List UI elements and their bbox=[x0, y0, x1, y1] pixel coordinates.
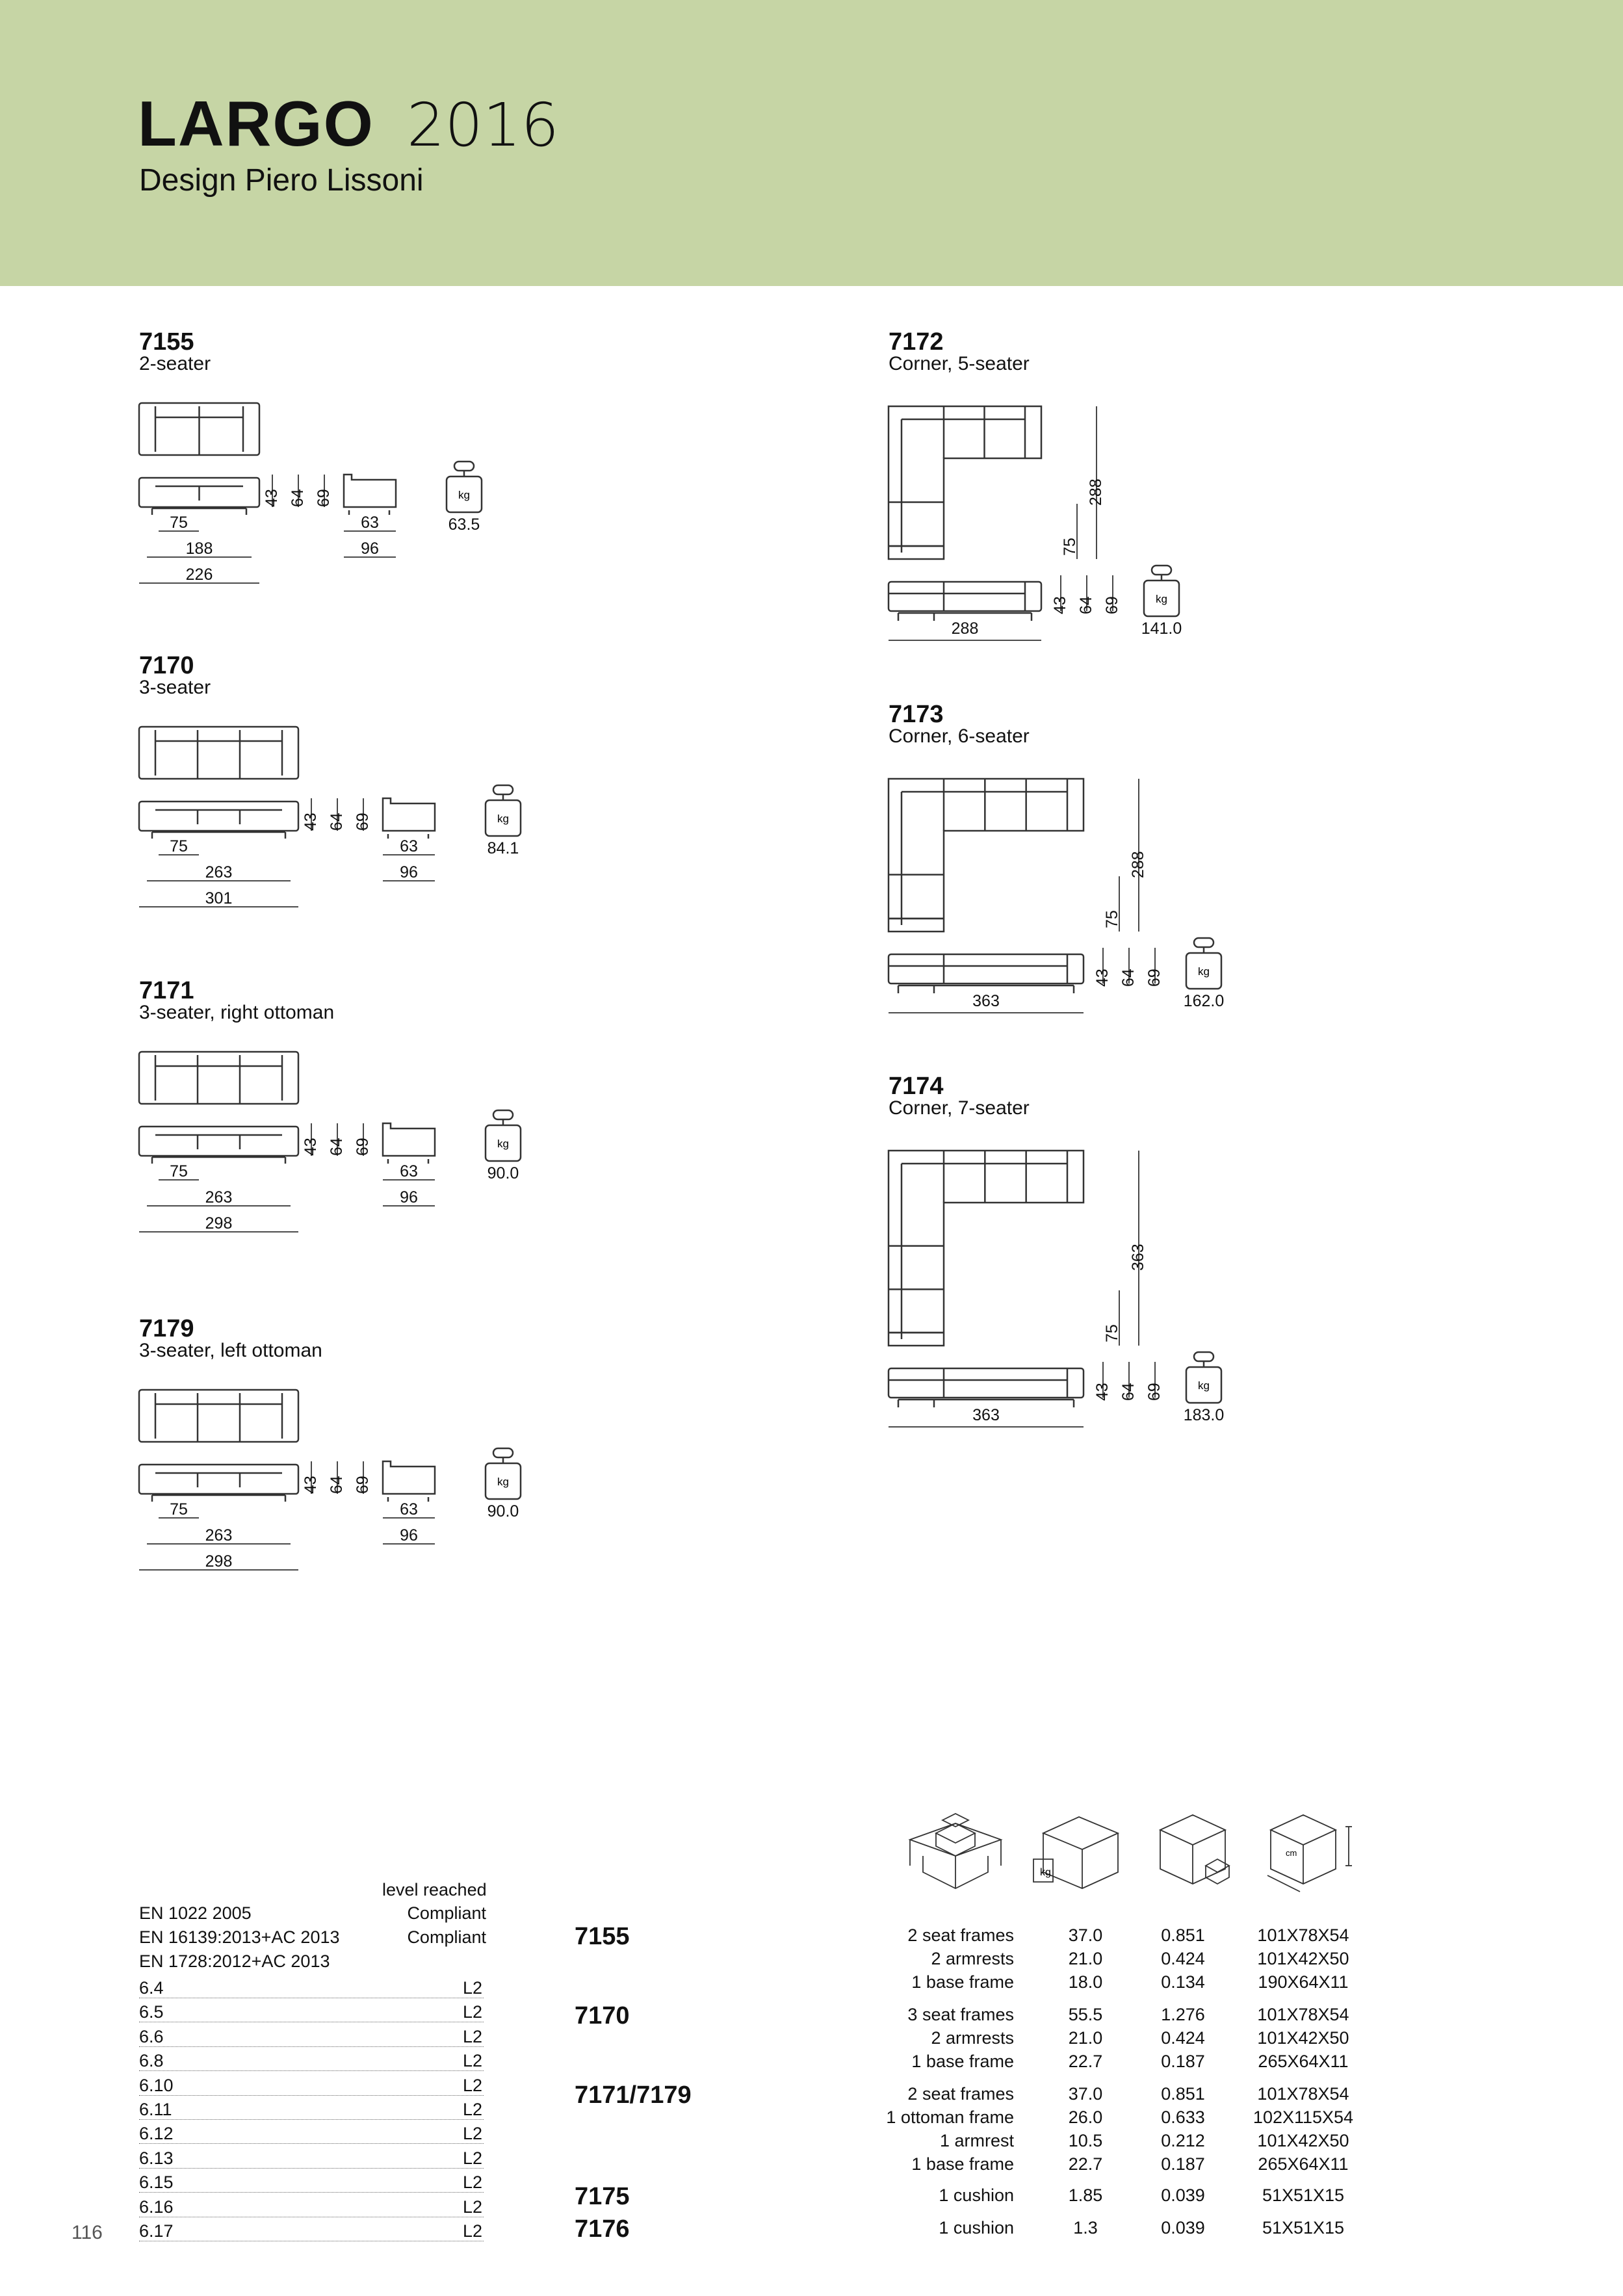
packaging-item: 2 seat frames bbox=[907, 1925, 1014, 1945]
test-level: L2 bbox=[462, 2026, 482, 2046]
packaging-item: 1 armrest bbox=[939, 2131, 1014, 2150]
weight-value: 90.0 bbox=[487, 1502, 519, 1520]
seat-width-dimension: 263 bbox=[205, 1526, 233, 1545]
side-seat-dimension: 63 bbox=[400, 1500, 418, 1519]
standard-name: EN 1022 2005 bbox=[139, 1903, 252, 1923]
packaging-product-code: 7171/7179 bbox=[575, 2081, 692, 2109]
weight-icon bbox=[1139, 562, 1184, 621]
packaging-size: 190X64X11 bbox=[1258, 1972, 1349, 1992]
weight-icon bbox=[1181, 935, 1227, 993]
svg-text:kg: kg bbox=[1198, 965, 1210, 978]
packaging-weight: 10.5 bbox=[1068, 2131, 1103, 2150]
seat-height-dimension: 43 bbox=[302, 1476, 320, 1494]
standard-name: EN 1728:2012+AC 2013 bbox=[139, 1951, 330, 1971]
width-dimension: 288 bbox=[951, 620, 979, 638]
side-view bbox=[383, 1123, 435, 1164]
header-band bbox=[0, 0, 1623, 286]
plan-view bbox=[889, 406, 1041, 559]
side-seat-dimension: 63 bbox=[400, 837, 418, 855]
seat-width-dimension: 188 bbox=[185, 540, 213, 558]
front-view bbox=[139, 1465, 298, 1502]
weight-icon bbox=[1181, 1349, 1227, 1407]
test-name: 6.12 bbox=[139, 2124, 174, 2144]
back-height-dimension: 69 bbox=[1145, 1383, 1163, 1401]
product-description: Corner, 7-seater bbox=[889, 1097, 1030, 1119]
packaging-item: 1 cushion bbox=[939, 2218, 1014, 2237]
standard-value: Compliant bbox=[407, 1927, 486, 1947]
plan-view bbox=[139, 727, 298, 779]
packaging-volume: 0.633 bbox=[1161, 2107, 1205, 2127]
product-description: 3-seater, left ottoman bbox=[139, 1340, 322, 1361]
product-code: 7170 bbox=[139, 652, 194, 679]
packaging-volume: 0.851 bbox=[1161, 1925, 1205, 1945]
plan-view bbox=[139, 403, 259, 455]
product-drawing bbox=[889, 406, 1279, 699]
test-level: L2 bbox=[462, 2124, 482, 2144]
weight-icon bbox=[480, 1445, 526, 1504]
packaging-volume: 0.424 bbox=[1161, 2028, 1205, 2048]
svg-text:kg: kg bbox=[1198, 1379, 1210, 1392]
svg-text:kg: kg bbox=[497, 1476, 509, 1488]
back-height-dimension: 69 bbox=[354, 1476, 372, 1494]
width-dimension: 363 bbox=[972, 992, 1000, 1010]
packaging-size: 265X64X11 bbox=[1258, 2154, 1349, 2174]
test-level: L2 bbox=[462, 2172, 482, 2193]
box-size-icon bbox=[1267, 1815, 1352, 1892]
depth-dimension: 75 bbox=[170, 1500, 188, 1519]
packaging-item: 2 armrests bbox=[931, 1949, 1014, 1968]
weight-value: 63.5 bbox=[448, 515, 480, 534]
test-level: L2 bbox=[462, 2197, 482, 2217]
side-depth-dimension: 96 bbox=[400, 863, 418, 881]
front-view bbox=[139, 1127, 298, 1164]
plan-view bbox=[139, 1390, 298, 1442]
test-name: 6.4 bbox=[139, 1978, 164, 1998]
side-view bbox=[344, 475, 396, 515]
standards-header: level reached bbox=[382, 1880, 487, 1899]
arm-height-dimension: 64 bbox=[1077, 596, 1095, 614]
packaging-volume: 0.187 bbox=[1161, 2154, 1205, 2174]
seat-height-dimension: 43 bbox=[1051, 596, 1069, 614]
test-level: L2 bbox=[462, 2148, 482, 2168]
packaging-size: 101X78X54 bbox=[1257, 2084, 1349, 2104]
packaging-volume: 0.212 bbox=[1161, 2131, 1205, 2150]
leader-line bbox=[139, 2070, 484, 2071]
leader-line bbox=[139, 2168, 484, 2169]
packaging-size: 101X42X50 bbox=[1257, 1949, 1349, 1968]
packaging-volume: 0.187 bbox=[1161, 2052, 1205, 2071]
back-height-dimension: 69 bbox=[354, 813, 372, 831]
total-width-dimension: 298 bbox=[205, 1552, 233, 1571]
standard-name: EN 16139:2013+AC 2013 bbox=[139, 1927, 340, 1947]
packaging-weight: 22.7 bbox=[1068, 2154, 1103, 2174]
packaging-item: 1 cushion bbox=[939, 2185, 1014, 2205]
packaging-size: 102X115X54 bbox=[1253, 2107, 1354, 2127]
front-view bbox=[889, 1368, 1084, 1407]
seat-height-dimension: 43 bbox=[1093, 1383, 1111, 1401]
weight-value: 162.0 bbox=[1183, 992, 1225, 1010]
depth-dimension: 75 bbox=[1061, 538, 1079, 556]
packaging-item: 2 armrests bbox=[931, 2028, 1014, 2048]
width-dimension: 363 bbox=[972, 1406, 1000, 1424]
packaging-size: 51X51X15 bbox=[1262, 2218, 1345, 2237]
packaging-volume: 0.039 bbox=[1161, 2185, 1205, 2205]
packaging-weight: 55.5 bbox=[1068, 2005, 1103, 2024]
packaging-size: 101X42X50 bbox=[1257, 2028, 1349, 2048]
box-stack-icon bbox=[910, 1814, 1001, 1888]
weight-icon bbox=[480, 1107, 526, 1166]
front-view bbox=[139, 802, 298, 839]
total-width-dimension: 298 bbox=[205, 1214, 233, 1233]
packaging-weight: 26.0 bbox=[1068, 2107, 1103, 2127]
side-seat-dimension: 63 bbox=[400, 1162, 418, 1181]
packaging-size: 51X51X15 bbox=[1262, 2185, 1345, 2205]
seat-height-dimension: 43 bbox=[263, 489, 281, 507]
test-level: L2 bbox=[462, 2002, 482, 2022]
back-height-dimension: 69 bbox=[315, 489, 333, 507]
svg-text:kg: kg bbox=[1156, 593, 1167, 605]
side-depth-dimension: 96 bbox=[400, 1188, 418, 1207]
arm-height-dimension: 64 bbox=[1119, 1383, 1137, 1401]
back-height-dimension: 69 bbox=[354, 1138, 372, 1156]
seat-width-dimension: 263 bbox=[205, 1188, 233, 1207]
leader-line bbox=[139, 2119, 484, 2120]
test-level: L2 bbox=[462, 1978, 482, 1998]
test-name: 6.8 bbox=[139, 2051, 164, 2071]
packaging-item: 1 base frame bbox=[911, 2052, 1014, 2071]
packaging-item: 2 seat frames bbox=[907, 2084, 1014, 2104]
front-view bbox=[139, 478, 259, 515]
total-width-dimension: 301 bbox=[205, 889, 233, 907]
test-level: L2 bbox=[462, 2075, 482, 2095]
side-length-dimension: 363 bbox=[1129, 1244, 1147, 1271]
weight-icon bbox=[441, 458, 487, 517]
test-name: 6.17 bbox=[139, 2221, 174, 2241]
side-view bbox=[383, 798, 435, 839]
side-length-dimension: 288 bbox=[1087, 478, 1105, 506]
depth-dimension: 75 bbox=[170, 514, 188, 532]
weight-value: 84.1 bbox=[487, 839, 519, 857]
arm-height-dimension: 64 bbox=[289, 489, 307, 507]
packaging-weight: 1.85 bbox=[1068, 2185, 1103, 2205]
test-name: 6.6 bbox=[139, 2026, 164, 2046]
plan-view bbox=[889, 1151, 1084, 1346]
packaging-volume: 1.276 bbox=[1161, 2005, 1205, 2024]
weight-value: 183.0 bbox=[1183, 1406, 1225, 1424]
plan-view bbox=[889, 779, 1084, 932]
depth-dimension: 75 bbox=[1103, 1324, 1121, 1342]
product-description: Corner, 5-seater bbox=[889, 353, 1030, 374]
packaging-volume: 0.851 bbox=[1161, 2084, 1205, 2104]
product-drawing bbox=[889, 779, 1279, 1071]
side-view bbox=[383, 1461, 435, 1502]
packaging-volume: 0.424 bbox=[1161, 1949, 1205, 1968]
back-height-dimension: 69 bbox=[1103, 596, 1121, 614]
product-code: 7155 bbox=[139, 328, 194, 356]
depth-dimension: 75 bbox=[170, 837, 188, 855]
packaging-weight: 18.0 bbox=[1068, 1972, 1103, 1992]
arm-height-dimension: 64 bbox=[1119, 969, 1137, 987]
test-level: L2 bbox=[462, 2100, 482, 2119]
seat-height-dimension: 43 bbox=[1093, 969, 1111, 987]
product-code: 7171 bbox=[139, 977, 194, 1004]
test-level: L2 bbox=[462, 2221, 482, 2241]
leader-line bbox=[139, 2095, 484, 2096]
leader-line bbox=[139, 2192, 484, 2193]
packaging-weight: 37.0 bbox=[1068, 1925, 1103, 1945]
front-view bbox=[889, 582, 1041, 621]
packaging-weight: 37.0 bbox=[1068, 2084, 1103, 2104]
packaging-product-code: 7170 bbox=[575, 2002, 630, 2029]
svg-text:kg: kg bbox=[458, 489, 470, 501]
product-code: 7179 bbox=[139, 1315, 194, 1342]
leader-line bbox=[139, 2143, 484, 2144]
seat-height-dimension: 43 bbox=[302, 1138, 320, 1156]
product-description: 3-seater, right ottoman bbox=[139, 1002, 335, 1023]
total-width-dimension: 226 bbox=[185, 566, 213, 584]
packaging-product-code: 7175 bbox=[575, 2183, 630, 2210]
page-number: 116 bbox=[71, 2222, 103, 2243]
svg-text:cm: cm bbox=[1286, 1848, 1297, 1858]
standard-value: Compliant bbox=[407, 1903, 486, 1923]
packaging-size: 101X42X50 bbox=[1257, 2131, 1349, 2150]
weight-value: 141.0 bbox=[1141, 620, 1182, 638]
depth-dimension: 75 bbox=[1103, 910, 1121, 928]
packaging-item: 3 seat frames bbox=[907, 2005, 1014, 2024]
arm-height-dimension: 64 bbox=[328, 1476, 346, 1494]
product-description: 2-seater bbox=[139, 353, 211, 374]
weight-value: 90.0 bbox=[487, 1164, 519, 1182]
product-description: 3-seater bbox=[139, 677, 211, 698]
packaging-weight: 21.0 bbox=[1068, 2028, 1103, 2048]
back-height-dimension: 69 bbox=[1145, 969, 1163, 987]
test-name: 6.15 bbox=[139, 2172, 174, 2193]
product-code: 7172 bbox=[889, 328, 944, 356]
side-length-dimension: 288 bbox=[1129, 851, 1147, 878]
seat-height-dimension: 43 bbox=[302, 813, 320, 831]
svg-text:kg: kg bbox=[1040, 1867, 1051, 1878]
packaging-icons bbox=[903, 1794, 1371, 1898]
packaging-weight: 1.3 bbox=[1073, 2218, 1098, 2237]
packaging-item: 1 base frame bbox=[911, 2154, 1014, 2174]
packaging-item: 1 base frame bbox=[911, 1972, 1014, 1992]
packaging-volume: 0.039 bbox=[1161, 2218, 1205, 2237]
test-level: L2 bbox=[462, 2051, 482, 2071]
leader-line bbox=[139, 2046, 484, 2047]
side-seat-dimension: 63 bbox=[361, 514, 379, 532]
test-name: 6.5 bbox=[139, 2002, 164, 2022]
page-title: LARGO 2016 bbox=[138, 88, 560, 160]
product-code: 7174 bbox=[889, 1073, 944, 1100]
test-name: 6.10 bbox=[139, 2075, 174, 2095]
packaging-item: 1 ottoman frame bbox=[886, 2107, 1014, 2127]
packaging-volume: 0.134 bbox=[1161, 1972, 1205, 1992]
test-name: 6.11 bbox=[139, 2100, 172, 2119]
product-code: 7173 bbox=[889, 701, 944, 728]
packaging-size: 265X64X11 bbox=[1258, 2052, 1349, 2071]
side-depth-dimension: 96 bbox=[361, 540, 379, 558]
plan-view bbox=[139, 1052, 298, 1104]
packaging-product-code: 7155 bbox=[575, 1923, 630, 1950]
front-view bbox=[889, 954, 1084, 993]
packaging-size: 101X78X54 bbox=[1257, 2005, 1349, 2024]
svg-text:kg: kg bbox=[497, 813, 509, 825]
designer-credit: Design Piero Lissoni bbox=[139, 163, 424, 198]
depth-dimension: 75 bbox=[170, 1162, 188, 1181]
svg-text:kg: kg bbox=[497, 1138, 509, 1150]
packaging-weight: 21.0 bbox=[1068, 1949, 1103, 1968]
seat-width-dimension: 263 bbox=[205, 863, 233, 881]
packaging-product-code: 7176 bbox=[575, 2215, 630, 2243]
test-name: 6.16 bbox=[139, 2197, 174, 2217]
test-name: 6.13 bbox=[139, 2148, 174, 2168]
side-depth-dimension: 96 bbox=[400, 1526, 418, 1545]
packaging-weight: 22.7 bbox=[1068, 2052, 1103, 2071]
weight-icon bbox=[480, 782, 526, 841]
arm-height-dimension: 64 bbox=[328, 1138, 346, 1156]
packaging-size: 101X78X54 bbox=[1257, 1925, 1349, 1945]
box-volume-icon bbox=[1160, 1815, 1229, 1884]
product-description: Corner, 6-seater bbox=[889, 725, 1030, 747]
arm-height-dimension: 64 bbox=[328, 813, 346, 831]
